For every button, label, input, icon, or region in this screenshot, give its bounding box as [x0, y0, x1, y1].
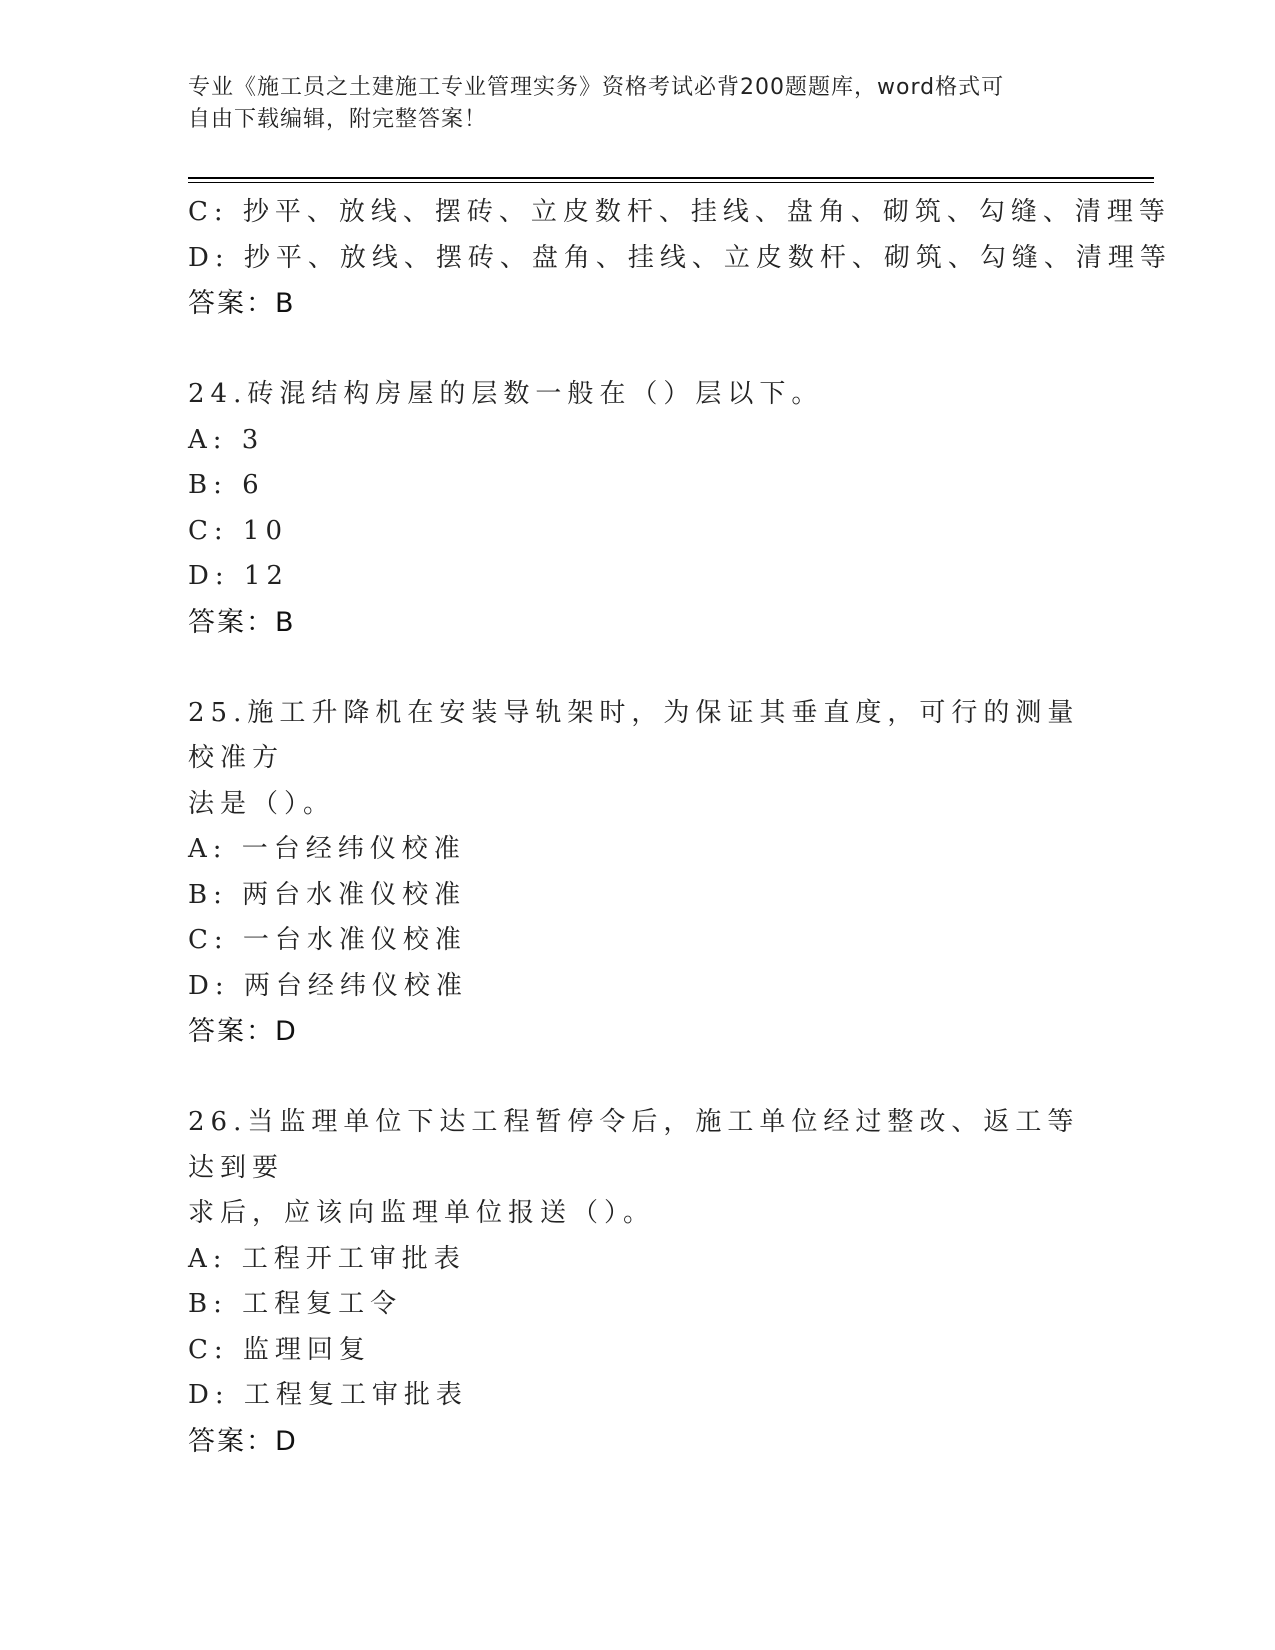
option-d: D: 12 [188, 561, 289, 591]
header-line-1: 专业《施工员之土建施工专业管理实务》资格考试必背200题题库，word格式可 [188, 75, 1005, 100]
option-d: D: 抄平、放线、摆砖、盘角、挂线、立皮数杆、砌筑、勾缝、清理等 [188, 242, 1172, 273]
question-content [188, 190, 1172, 1464]
spacer [188, 327, 1118, 373]
spacer [188, 1055, 1118, 1101]
header-line-2: 自由下载编辑，附完整答案！ [188, 107, 488, 132]
header-rule-thick [188, 177, 1154, 179]
answer: 答案：D [188, 1016, 298, 1047]
answer: 答案：D [188, 1425, 298, 1457]
option-c: C: 一台水准仪校准 [188, 925, 467, 955]
option-a: A: 工程开工审批表 [188, 1243, 466, 1274]
header-rule-thin [188, 182, 1154, 183]
question-stem: 26.当监理单位下达工程暂停令后，施工单位经过整改、返工等达到要 [188, 1107, 1080, 1183]
question-stem: 25.施工升降机在安装导轨架时，为保证其垂直度，可行的测量校准方 [188, 697, 1080, 773]
option-c: C: 10 [188, 515, 289, 546]
document-header [188, 72, 1068, 136]
option-b: B: 6 [188, 470, 265, 500]
question-stem: 24.砖混结构房屋的层数一般在（）层以下。 [188, 379, 824, 409]
option-d: D: 两台经纬仪校准 [188, 970, 468, 1001]
question-stem-continued: 求后，应该向监理单位报送（）。 [188, 1198, 656, 1228]
option-a: A: 一台经纬仪校准 [188, 834, 466, 864]
spacer [188, 645, 1118, 691]
answer: 答案：B [188, 288, 296, 319]
option-a: A: 3 [188, 424, 265, 455]
option-c: C: 抄平、放线、摆砖、立皮数杆、挂线、盘角、砌筑、勾缝、清理等 [188, 197, 1171, 227]
option-c: C: 监理回复 [188, 1334, 371, 1365]
question-stem-continued: 法是（）。 [188, 788, 336, 819]
answer: 答案：B [188, 606, 296, 638]
option-b: B: 两台水准仪校准 [188, 879, 467, 910]
option-d: D: 工程复工审批表 [188, 1380, 468, 1410]
option-b: B: 工程复工令 [188, 1289, 403, 1319]
